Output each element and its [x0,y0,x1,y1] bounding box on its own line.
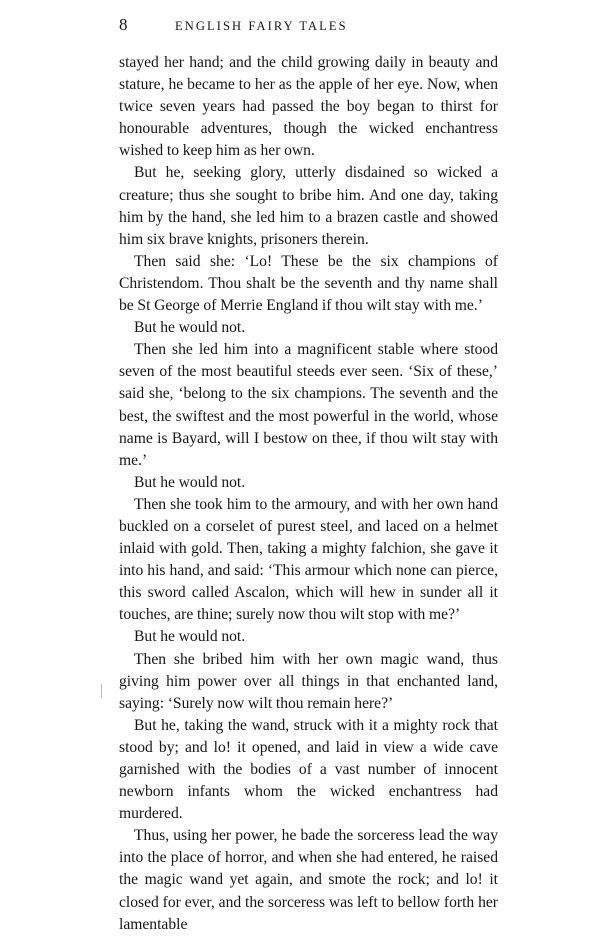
paragraph: But he, seeking glory, utterly disdained so wicked a creature; thus she sought to bribe him. And one day, taking him by the hand, she led him to a brazen castle and showed him six brave knights, prisoners therein. [119,164,498,248]
paragraph: stayed her hand; and the child growing daily in beauty and stature, he became to her as the apple of her eye. Now, when twice seven years had passed the boy began to thirst for honourable adventures, though the wicked enchantress wished to keep him as her own. [119,54,498,160]
page-number: 8 [119,15,128,34]
body-text [119,52,498,936]
running-head [119,13,497,37]
paragraph: But he, taking the wand, struck with it a mighty rock that stood by; and lo! it opened, and laid in view a wide cave garnished with the bodies of a vast number of innocent newborn infants whom the wicked enchantress had murdered. [119,716,498,823]
paragraph: Thus, using her power, he bade the sorceress lead the way into the place of horror, and when she had entered, he raised the magic wand yet again, and smote the rock; and lo! it closed for ever, and the sorceress was left to bellow forth her lamentable [119,827,498,933]
running-title: ENGLISH FAIRY TALES [175,19,348,33]
paragraph: But he would not. [134,473,246,491]
paragraph: Then said she: ‘Lo! These be the six champions of Christendom. Thou shalt be the seventh and thy name shall be St George of Merrie England if thou wilt stay with me.’ [119,252,498,315]
paragraph: But he would not. [134,628,246,646]
scan-mark [101,684,102,698]
paragraph: Then she led him into a magnificent stable where stood seven of the most beautiful steeds ever seen. ‘Six of these,’ said she, ‘belong to the six champions. The seventh and the best, the swiftest and the most powerful in the world, whose name is Bayard, will I bestow on thee, if thou wilt stay with me.’ [119,341,498,469]
paragraph: Then she took him to the armoury, and with her own hand buckled on a corselet of purest steel, and laced on a helmet inlaid with gold. Then, taking a mighty falchion, she gave it into his hand, and said: ‘This armour which none can pierce, this sword called Ascalon, which will hew in sunder all it touches, are thine; surely now thou wilt stop with me?’ [119,495,498,624]
paragraph: Then she bribed him with her own magic wand, thus giving him power over all things in that enchanted land, saying: ‘Surely now wilt thou remain here?’ [119,650,498,712]
paragraph: But he would not. [134,319,246,337]
